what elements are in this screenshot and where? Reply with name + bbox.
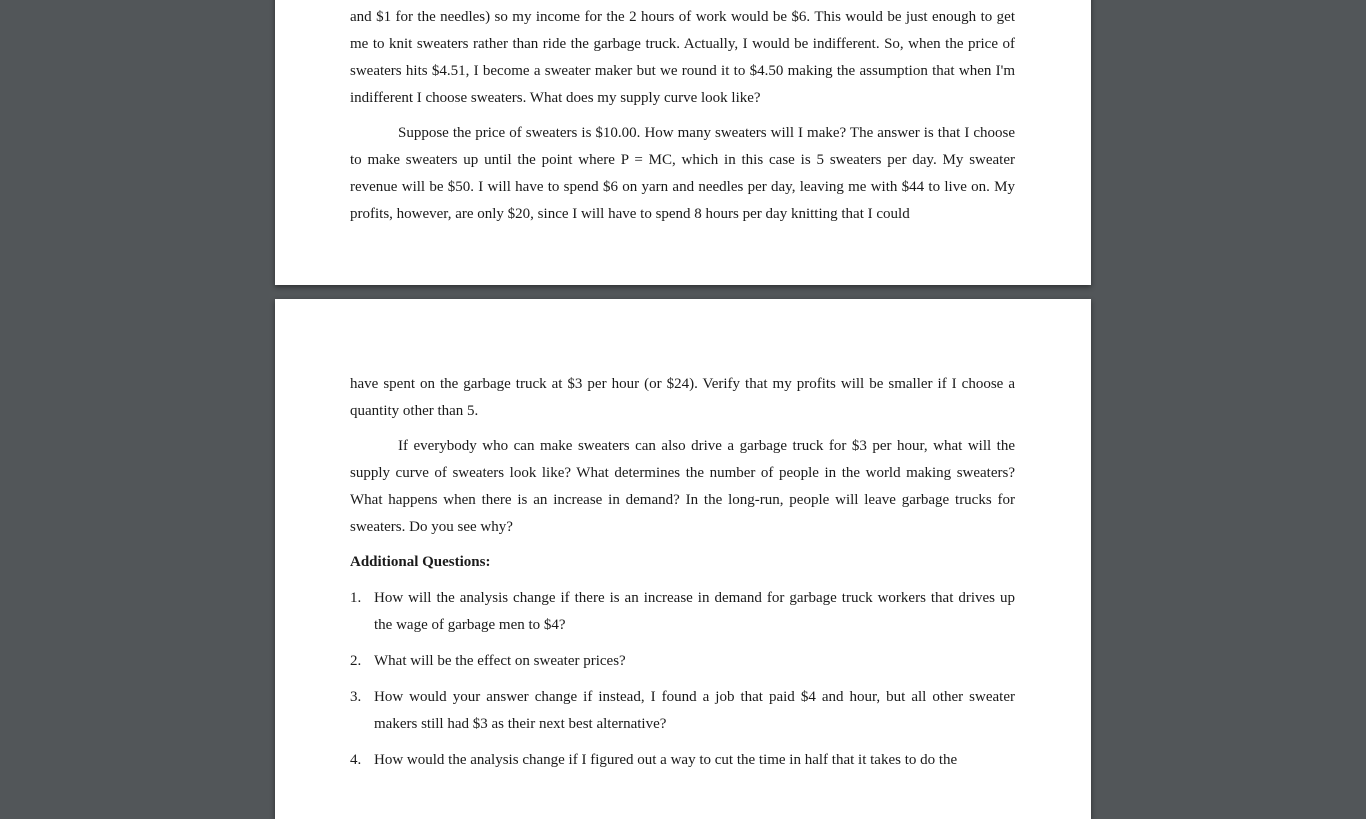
paragraph-supply-curve: If everybody who can make sweaters can also drive a garbage truck for $3 per hour, what will the supply curve of sweaters look like? What determines the number of people in the world making sweaters? What happens when there is an increase in demand? In the long-run, people will leave garbage trucks for sweaters. Do you see why? [350, 438, 1015, 535]
questions-list [350, 585, 1015, 774]
document-page-1 [275, 0, 1091, 285]
list-item [350, 684, 1015, 738]
list-number: 4. [350, 752, 362, 768]
list-text: What will be the effect on sweater prices? [374, 653, 626, 669]
page-2-content [350, 371, 1015, 783]
list-number: 1. [350, 590, 362, 606]
page-1-content [350, 4, 1015, 236]
list-text: How would the analysis change if I figured out a way to cut the time in half that it takes to do the [374, 752, 958, 768]
paragraph-continued: and $1 for the needles) so my income for the 2 hours of work would be $6. This would be just enough to get me to knit sweaters rather than ride the garbage truck. Actually, I would be indifferent. So, when the price of sweaters hits $4.51, I become a sweater maker but we round it to $4.50 making the assumption that when I'm indifferent I choose sweaters. What does my supply curve look like? [350, 9, 1015, 106]
list-text: How will the analysis change if there is an increase in demand for garbage truck workers that drives up the wage of garbage men to $4? [374, 590, 1015, 633]
list-item [350, 585, 1015, 639]
paragraph-sweater-price: Suppose the price of sweaters is $10.00. How many sweaters will I make? The answer is that I choose to make sweaters up until the point where P = MC, which in this case is 5 sweaters per day. My sweater revenue will be $50. I will have to spend $6 on yarn and needles per day, leaving me with $44 to live on. My profits, however, are only $20, since I will have to spend 8 hours per day knitting that I could [350, 125, 1015, 222]
paragraph-continued: have spent on the garbage truck at $3 per hour (or $24). Verify that my profits will be smaller if I choose a quantity other than 5. [350, 376, 1015, 419]
list-number: 2. [350, 653, 362, 669]
list-item [350, 747, 1015, 774]
section-heading: Additional Questions: [350, 554, 491, 570]
document-page-2 [275, 299, 1091, 819]
list-text: How would your answer change if instead, I found a job that paid $4 and hour, but all other sweater makers still had $3 as their next best alternative? [374, 689, 1015, 732]
list-item [350, 648, 1015, 675]
list-number: 3. [350, 689, 362, 705]
